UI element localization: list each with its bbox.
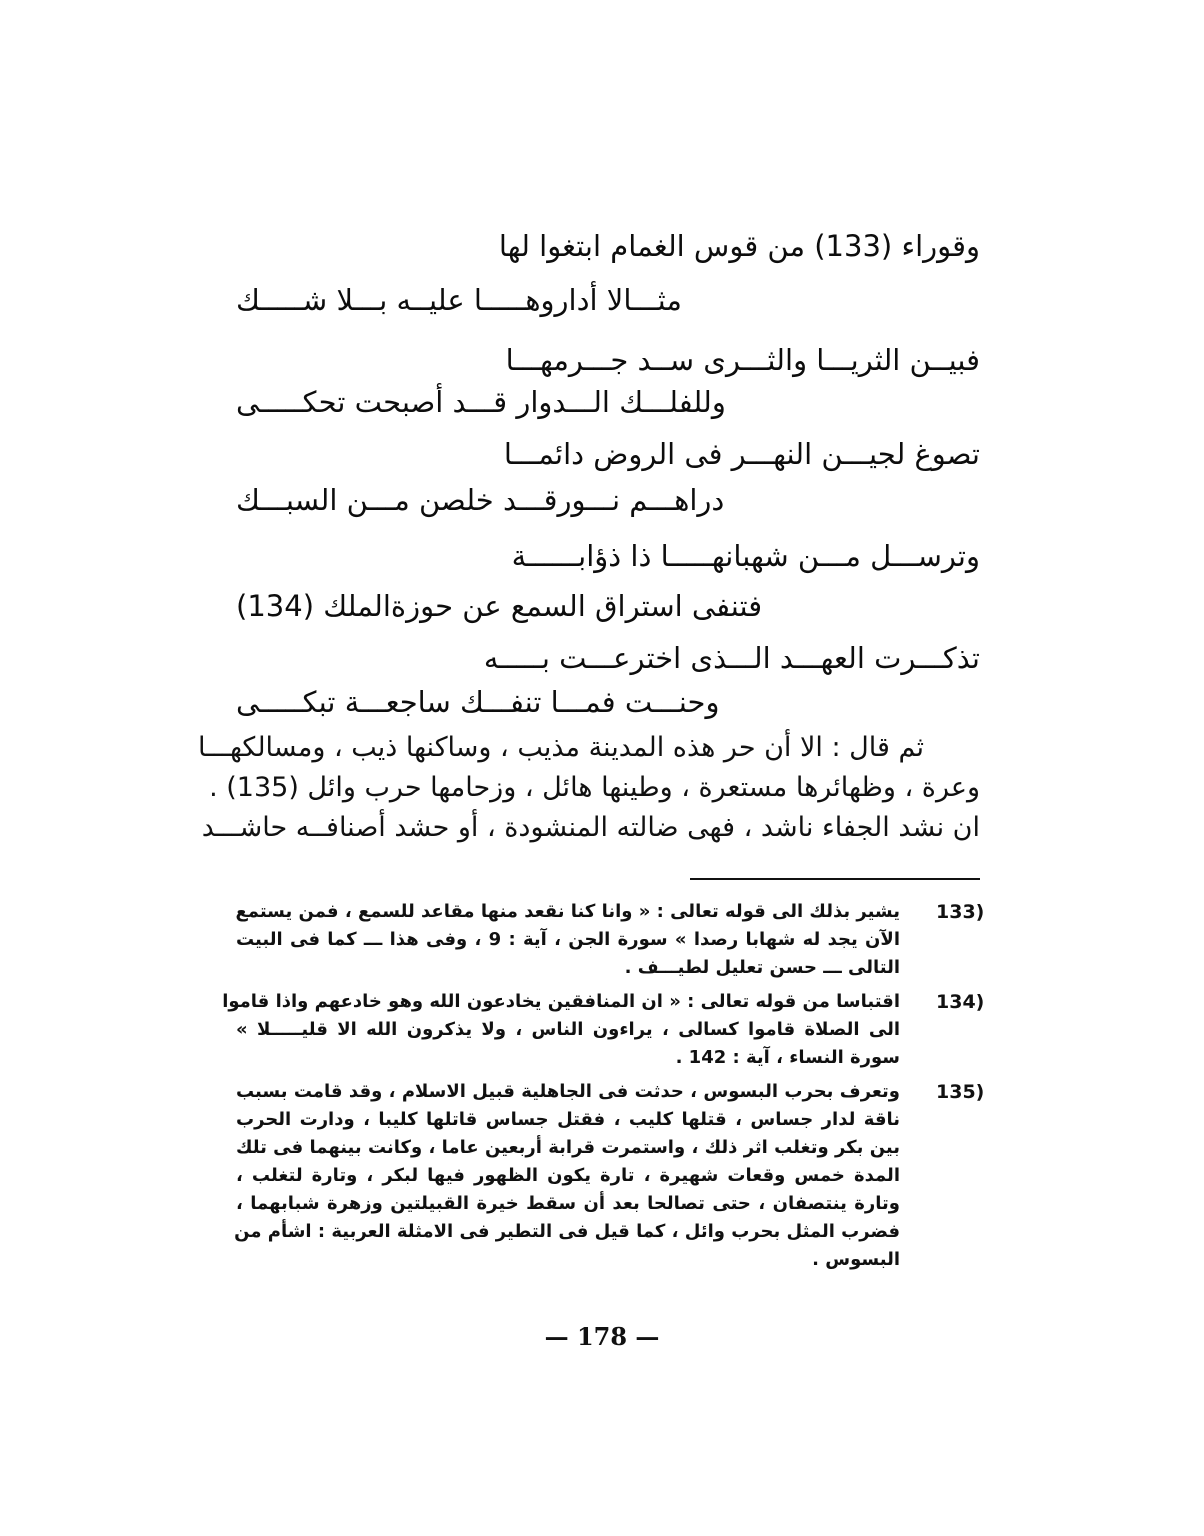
footnote-text [222, 988, 900, 1072]
footnote-line: المدة خمس وقعات شهيرة ، تارة يكون الظهور فيها لبكر ، وتارة لتغلب ، [236, 1165, 900, 1186]
footnote-text [236, 1078, 900, 1274]
verse-first-hemistich: وقوراء (133) من قوس الغمام ابتغوا لها [498, 229, 980, 263]
footnote-line: سورة النساء ، آية : 142 . [675, 1047, 900, 1068]
footnote-number: 134) [936, 991, 985, 1013]
footnote-line: البسوس . [812, 1249, 900, 1270]
footnote [222, 988, 985, 1072]
prose-line: ان نشد الجفاء ناشد ، فهى ضالته المنشودة ، أو حشد أصنافــه حاشـــد [201, 812, 980, 843]
footnote [234, 1078, 985, 1274]
verse-first-hemistich: تذكـــرت العهـــد الـــذى اخترعـــت بـــــه [483, 641, 980, 675]
poem [236, 222, 980, 719]
prose-line: وعرة ، وظهائرها مستعرة ، وطينها هائل ، وزحامها حرب وائل (135) . [209, 772, 980, 803]
footnote-line: بين بكر وتغلب اثر ذلك ، واستمرت قرابة أربعين عاما ، وكانت بينهما فى تلك [236, 1137, 900, 1158]
verse-second-hemistich: وللفلـــك الـــدوار قـــد أصبحت تحكـــــى [236, 385, 726, 419]
prose-line: ثم قال : الا أن حر هذه المدينة مذيب ، وساكنها ذيب ، ومسالكهـــا [198, 732, 924, 763]
prose-paragraph [198, 728, 980, 848]
footnote-line: فضرب المثل بحرب وائل ، كما قيل فى التطير فى الامثلة العربية : اشأم من [234, 1221, 900, 1242]
verse-second-hemistich: دراهـــم نـــورقـــد خلصن مـــن السبـــك [236, 483, 725, 517]
page-number: — 178 — [544, 1322, 660, 1351]
footnote-line: يشير بذلك الى قوله تعالى : « وانا كنا نقعد منها مقاعد للسمع ، فمن يستمع [235, 901, 900, 922]
footnote [235, 898, 985, 982]
verse-second-hemistich: فتنفى استراق السمع عن حوزةالملك (134) [236, 589, 763, 623]
verse-first-hemistich: فبيــن الثريـــا والثـــرى ســد جـــرمهـــا [505, 343, 980, 377]
verse-second-hemistich: مثـــالا أداروهـــــا عليــه بـــلا شـــــك [236, 283, 682, 317]
footnote-line: الى الصلاة قاموا كسالى ، يراءون الناس ، ولا يذكرون الله الا قليـــــلا » [236, 1019, 900, 1040]
footnote-number: 135) [936, 1081, 985, 1103]
footnote-line: وتارة ينتصفان ، حتى تصالحا بعد أن سقط خيرة القبيلتين وزهرة شبابهما ، [236, 1193, 900, 1214]
footnote-separator [690, 878, 980, 880]
footnote-number: 133) [936, 901, 985, 923]
footnote-text [236, 898, 900, 982]
footnote-line: وتعرف بحرب البسوس ، حدثت فى الجاهلية قبيل الاسلام ، وقد قامت بسبب [236, 1081, 900, 1102]
footnote-line: الآن يجد له شهابا رصدا » سورة الجن ، آية : 9 ، وفى هذا ـــ كما فى البيت [236, 929, 900, 950]
footnote-line: التالى ـــ حسن تعليل لطيـــف . [624, 957, 900, 978]
footnotes [222, 898, 985, 1280]
footnote-line: اقتباسا من قوله تعالى : « ان المنافقين يخادعون الله وهو خادعهم واذا قاموا [222, 991, 900, 1012]
verse-second-hemistich: وحنـــت فمـــا تنفـــك ساجعـــة تبكـــــى [236, 685, 720, 719]
verse-first-hemistich: تصوغ لجيـــن النهـــر فى الروض دائمـــا [503, 437, 980, 471]
verse-first-hemistich: وترســـل مـــن شهبانهـــــا ذا ذؤابــــــة [511, 539, 980, 573]
footnote-line: ناقة لدار جساس ، قتلها كليب ، فقتل جساس قاتلها كليبا ، ودارت الحرب [236, 1109, 900, 1130]
